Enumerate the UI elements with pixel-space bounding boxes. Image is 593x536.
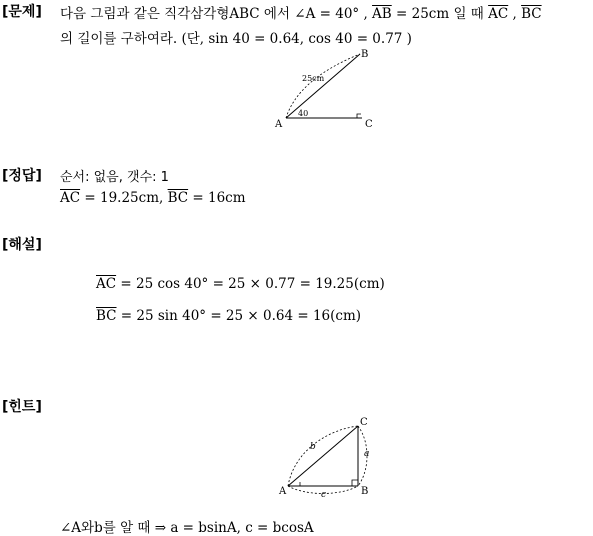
vertex-a-label: A: [275, 119, 283, 130]
vertex-b-label: B: [361, 49, 369, 60]
hint-right-angle-mark: [352, 480, 358, 486]
answer-bc-symbol: $\overline{BC}$: [167, 190, 189, 206]
problem-triangle-figure: [270, 46, 380, 132]
right-angle-mark: [357, 114, 361, 118]
segment-ab: $\overline{AB}$: [372, 6, 392, 22]
problem-text-pre: 다음 그림과 같은 직각삼각형ABC 에서 ∠A = 40° ,: [60, 6, 373, 22]
segment-ac: $\overline{AC}$: [488, 6, 509, 22]
hint-vertex-c-label: C: [360, 417, 368, 428]
hint-side-a-label: a: [364, 449, 370, 459]
problem-line-2: 의 길이를 구하여라. (단, sin 40 = 0.64, cos 40 = 0.77 ): [60, 31, 412, 47]
answer-bc-value: = 16cm: [188, 190, 246, 206]
explanation-equation-2: [96, 308, 361, 324]
answer-ac-symbol: $\overline{AC}$: [60, 190, 81, 206]
hint-heading: [힌트]: [2, 399, 42, 415]
answer-ac-value: = 19.25cm,: [80, 190, 168, 206]
explanation-heading: [해설]: [2, 237, 42, 253]
hint-side-b-label: b: [310, 442, 316, 452]
segment-bc: $\overline{BC}$: [521, 6, 542, 22]
hint-formula: ∠A와b를 알 때 ⇒ a = bsinA, c = bcosA: [60, 520, 314, 536]
side-length-label: 25cm: [302, 74, 325, 83]
answer-order-count: 순서: 없음, 갯수: 1: [60, 170, 169, 185]
comma-separator: ,: [508, 6, 522, 22]
problem-line-1: [60, 2, 542, 22]
eq1-symbol: $\overline{AC}$: [96, 276, 117, 292]
explanation-equation-1: [96, 276, 385, 292]
problem-text-mid: = 25cm 일 때: [391, 6, 489, 22]
hint-side-c-label: c: [321, 490, 327, 498]
problem-heading: [문제]: [2, 4, 42, 20]
hint-vertex-b-label: B: [361, 486, 369, 497]
angle-label: 40: [298, 109, 309, 118]
vertex-c-label: C: [365, 119, 373, 130]
hint-vertex-a-label: A: [279, 486, 287, 497]
eq2-rest: = 25 sin 40° = 25 × 0.64 = 16(cm): [116, 308, 362, 324]
hint-triangle-figure: [276, 412, 376, 498]
hint-side-b: [288, 426, 358, 486]
answer-values: [60, 190, 246, 206]
eq2-symbol: $\overline{BC}$: [96, 308, 117, 324]
answer-heading: [정답]: [2, 168, 42, 184]
eq1-rest: = 25 cos 40° = 25 × 0.77 = 19.25(cm): [116, 276, 385, 292]
